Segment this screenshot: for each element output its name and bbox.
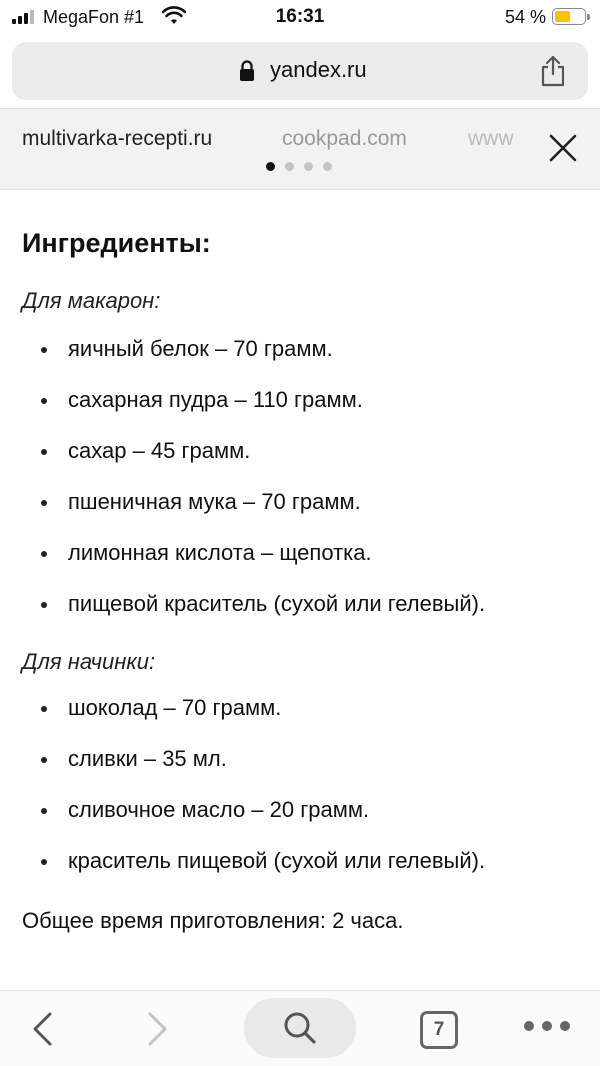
page-dot: [304, 162, 313, 171]
list-item: сахар – 45 грамм.: [0, 438, 600, 489]
close-icon[interactable]: [548, 133, 578, 163]
status-bar: [0, 0, 600, 36]
list-item: сливочное масло – 20 грамм.: [0, 797, 600, 848]
search-button[interactable]: [244, 998, 356, 1058]
page-dot-active: [266, 162, 275, 171]
ingredients-list-macarons: [0, 336, 600, 642]
list-item: пищевой краситель (сухой или гелевый).: [0, 591, 600, 642]
list-item: сахарная пудра – 110 грамм.: [0, 387, 600, 438]
back-arrow-icon[interactable]: [28, 1011, 56, 1047]
address-bar[interactable]: [12, 42, 588, 100]
bottom-toolbar: [0, 990, 600, 1066]
list-item: краситель пищевой (сухой или гелевый).: [0, 848, 600, 899]
battery-level: [555, 11, 570, 22]
ingredients-heading: Ингредиенты:: [22, 228, 211, 258]
search-icon: [280, 1010, 320, 1046]
page-dot: [285, 162, 294, 171]
tabs-button[interactable]: 7: [420, 1011, 458, 1049]
share-icon[interactable]: [540, 55, 566, 87]
list-item: пшеничная мука – 70 грамм.: [0, 489, 600, 540]
battery-icon: [552, 8, 586, 25]
battery-percent: 54 %: [504, 7, 546, 27]
list-item: сливки – 35 мл.: [0, 746, 600, 797]
source-tab-active[interactable]: multivarka-recepti.ru: [22, 127, 213, 150]
sources-carousel[interactable]: [0, 108, 600, 190]
list-item: яичный белок – 70 грамм.: [0, 336, 600, 387]
url-text[interactable]: yandex.ru: [270, 57, 367, 82]
clock: 16:31: [275, 6, 325, 27]
carrier-name: MegaFon #1: [43, 7, 145, 27]
section-heading-filling: Для начинки:: [22, 649, 156, 674]
section-heading-macarons: Для макарон:: [22, 288, 161, 313]
source-tab[interactable]: cookpad.com: [282, 127, 407, 150]
lock-icon: [239, 60, 255, 82]
page-dot: [323, 162, 332, 171]
more-menu-icon[interactable]: [524, 1021, 570, 1033]
list-item: шоколад – 70 грамм.: [0, 695, 600, 746]
total-time: Общее время приготовления: 2 часа.: [22, 908, 404, 933]
source-tab[interactable]: www: [468, 127, 514, 150]
page-indicator: [266, 162, 346, 172]
forward-arrow-icon[interactable]: [144, 1011, 172, 1047]
ingredients-list-filling: [0, 695, 600, 899]
list-item: лимонная кислота – щепотка.: [0, 540, 600, 591]
